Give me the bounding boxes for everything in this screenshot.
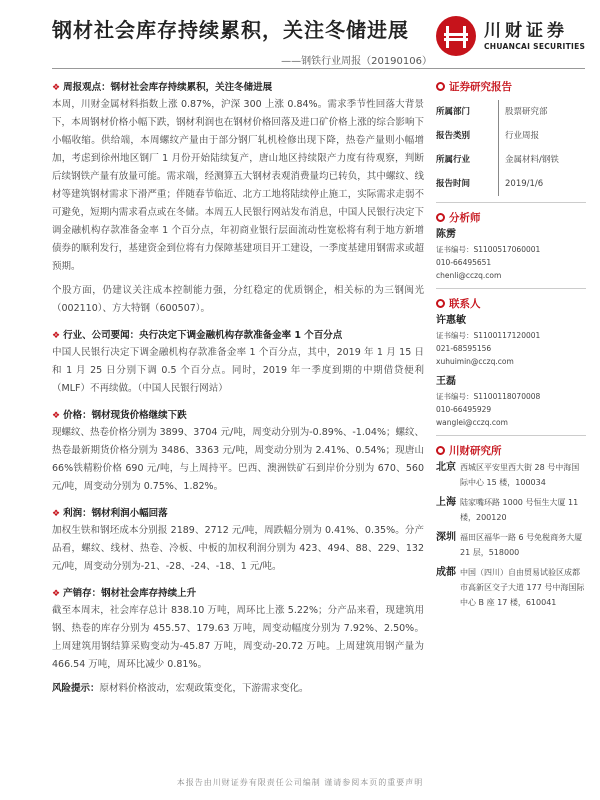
section-heading-inventory: ❖ 产销存：钢材社会库存持续上升 xyxy=(52,588,197,599)
contact-email[interactable]: xuhuimin@cczq.com xyxy=(436,357,514,366)
section-heading-profit: ❖ 利润：钢材利润小幅回落 xyxy=(52,508,168,519)
info-row: 报告类别 行业周报 xyxy=(436,124,586,148)
report-info-table xyxy=(436,100,586,196)
analyst-email[interactable]: chenli@cczq.com xyxy=(436,271,502,280)
risk-warning xyxy=(52,680,424,698)
contact-cert: 证书编号：S1100117120001 xyxy=(436,331,541,340)
header-divider xyxy=(52,68,585,69)
risk-label: 风险提示： xyxy=(52,683,100,694)
section-paragraph: 本周，川财金属材料指数上涨 0.87%，沪深 300 上涨 0.84%。需求季节性回落大背景下，本周钢材价格小幅下跌，钢材利润也在钢材价格回落及进口矿价格上涨的综合影响下小幅收缩。供给端，本周螺纹产量由于部分钢厂轧机检修出现下降，热卷产量则小幅增加，考虑到徐州地区钢厂 1 月份开始陆续复产，唐山地区持续限产力度有待观察，判断后续钢铁产量有放量可能。需求端，经测算五大钢材表观消费量均已转负，其中螺纹、线材等建筑钢材需求下滑严重；伴随春节临近、北方工地将陆续停止施工，实际需求走弱不可避免，短期内需求看点或在冬储。本周五人民银行网站发布消息，中国人民银行决定下调金融机构存款准备金率 1 个百分点，年初商业银行层面流动性宽松将有利于地方新增债券的顺利发行，基建资金到位将有力保障基建项目开工建设，一季度基建用钢需求或超预期。 xyxy=(52,99,424,272)
contact-phone: 010-66495929 xyxy=(436,405,492,414)
report-subtitle: ——钢铁行业周报（20190106） xyxy=(281,56,432,67)
contact-name: 王磊 xyxy=(436,376,456,387)
section-heading-outlook: ❖ 周报观点：钢材社会库存持续累积，关注冬储进展 xyxy=(52,82,273,93)
footer-disclaimer: 本报告由川财证券有限责任公司编制 谨请参阅本页的重要声明 xyxy=(176,778,424,787)
risk-text: 原材料价格波动，宏观政策变化，下游需求变化。 xyxy=(99,683,309,694)
report-info-heading: 证券研究报告 xyxy=(436,78,586,96)
office-beijing: 北京 西城区平安里西大街 28 号中海国际中心 15 楼，100034 xyxy=(436,462,580,487)
diamond-bullet-icon: ❖ xyxy=(52,331,61,341)
contact-cert: 证书编号：S1100118070008 xyxy=(436,392,541,401)
logo-name: 川财证券 xyxy=(484,21,568,41)
analyst-phone: 010-66495651 xyxy=(436,258,492,267)
ring-icon xyxy=(436,446,445,455)
section-paragraph: 截至本周末，社会库存总计 838.10 万吨，周环比上涨 5.22%；分产品来看，现建筑用钢、热卷的库存分别为 455.57、179.63 万吨，周变动幅度分别为 7.92%、2.50%。上周建筑用钢结算采购变动为-45.87 万吨，周变动-20.72 万吨。上周建筑用钢产量为 466.54 万吨，周环比减少 0.81%。 xyxy=(52,605,424,670)
contact-email[interactable]: wanglei@cczq.com xyxy=(436,418,508,427)
contact-phone: 021-68595156 xyxy=(436,344,492,353)
contact-name: 许惠敏 xyxy=(436,315,466,326)
diamond-bullet-icon: ❖ xyxy=(52,509,61,519)
office-shanghai: 上海 陆家嘴环路 1000 号恒生大厦 11 楼，200120 xyxy=(436,497,579,522)
section-heading-price: ❖ 价格：钢材现货价格继续下跌 xyxy=(52,410,187,421)
info-row: 报告时间 2019/1/6 xyxy=(436,172,586,196)
info-row: 所属行业 金属材料/钢铁 xyxy=(436,148,586,172)
diamond-bullet-icon: ❖ xyxy=(52,589,61,599)
company-logo xyxy=(436,14,586,58)
ring-icon xyxy=(436,299,445,308)
office-shenzhen: 深圳 福田区福华一路 6 号免税商务大厦 21 层，518000 xyxy=(436,532,583,557)
diamond-bullet-icon: ❖ xyxy=(52,83,61,93)
logo-english-name: CHUANCAI SECURITIES xyxy=(484,42,586,51)
ring-icon xyxy=(436,82,445,91)
info-row: 所属部门 股票研究部 xyxy=(436,100,586,124)
ring-icon xyxy=(436,213,445,222)
offices-heading: 川财研究所 xyxy=(436,442,586,460)
analyst-heading: 分析师 xyxy=(436,209,586,227)
office-chengdu: 成都 中国（四川）自由贸易试验区成都市高新区交子大道 177 号中海国际中心 B 座 17 楼，610041 xyxy=(436,567,585,607)
diamond-bullet-icon: ❖ xyxy=(52,411,61,421)
page-title: 钢材社会库存持续累积，关注冬储进展 xyxy=(52,18,409,42)
analyst-name: 陈雳 xyxy=(436,229,456,240)
analyst-cert: 证书编号：S1100517060001 xyxy=(436,245,541,254)
report-sidebar xyxy=(436,78,586,615)
report-body xyxy=(52,80,424,698)
logo-mark-icon xyxy=(436,16,476,56)
section-paragraph: 中国人民银行决定下调金融机构存款准备金率 1 个百分点，其中，2019 年 1 月 15 日和 1 月 25 日分别下调 0.5 个百分点。同时，2019 年一季度到期的中期借贷便利（MLF）不再续做。（中国人民银行网站） xyxy=(52,347,424,394)
contact-heading: 联系人 xyxy=(436,295,586,313)
section-paragraph: 个股方面，仍建议关注成本控制能力强，分红稳定的优质钢企，相关标的为三钢闽光（002110）、方大特钢（600507）。 xyxy=(52,285,424,314)
section-heading-news: ❖ 行业、公司要闻：央行决定下调金融机构存款准备金率 1 个百分点 xyxy=(52,330,343,341)
section-paragraph: 加权生铁和钢坯成本分别报 2189、2712 元/吨，周跌幅分别为 0.41%、0.35%。分产品看，螺纹、线材、热卷、冷板、中板的加权利润分别为 423、494、88、229、132 元/吨，周变动分别为-21、-28、-24、-18、1 元/吨。 xyxy=(52,525,424,572)
section-paragraph: 现螺纹、热卷价格分别为 3899、3704 元/吨，周变动分别为-0.89%、-1.04%；螺纹、热卷最新期货价格分别为 3486、3363 元/吨，周变动分别为 2.41%、0.54%；现唐山 66%铁精粉价格 690 元/吨，与上周持平。巴西、澳洲铁矿石到岸价分别为 670、560 元/吨，周变动分别为 0.75%、1.82%。 xyxy=(52,427,424,492)
